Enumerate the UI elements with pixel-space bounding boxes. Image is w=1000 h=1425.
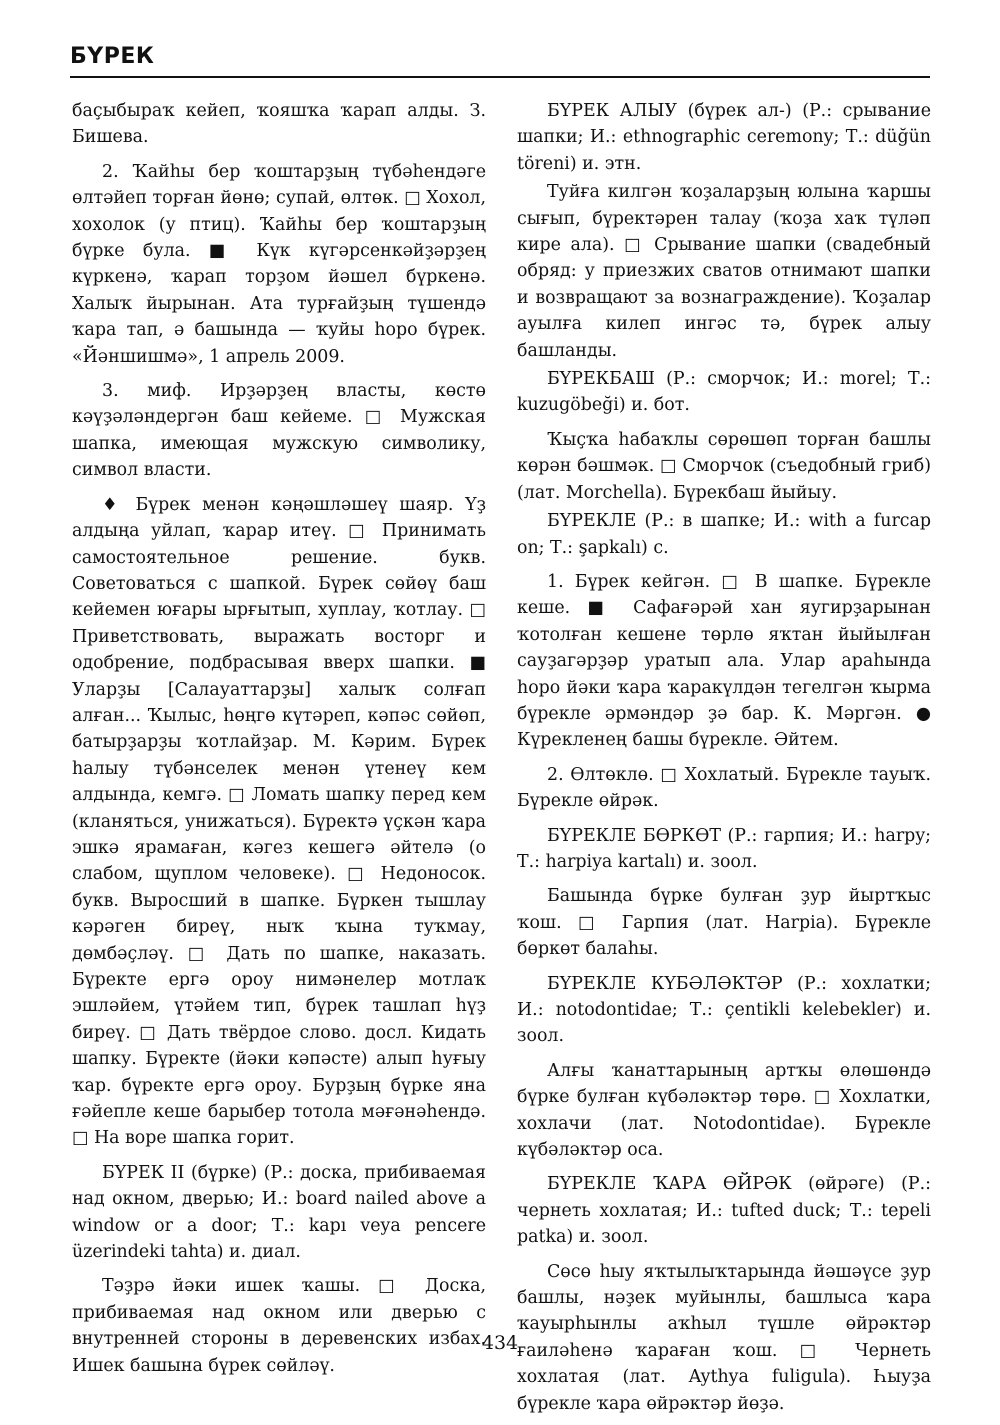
entry-headword-paragraph: БҮРЕКБАШ (Р.: сморчок; И.: morel; Т.: kuzugöbeği) и. бот. (517, 369, 931, 416)
right-column (517, 98, 931, 1419)
entry-paragraph: Алғы ҡанаттарының артҡы өлөшөндә бүрке булған күбәләктәр төрө. □ Хохлатки, хохлачи (лат. Notodontidae). Бүрекле күбәләктәр оса. (517, 1060, 931, 1161)
entry-paragraph: Тәҙрә йәки ишек ҡашы. □ Доска, прибиваемая над окном или дверью с внутренней стороны в деревенских избах. Ишек башына бүрек сөйләү. (72, 1276, 486, 1376)
entry-paragraph: Ҡыҫҡа һабаҡлы сөрөшөп торған башлы көрән бәшмәк. □ Сморчок (съедобный гриб) (лат. Morchella). Бүрекбаш йыйыу. (517, 429, 931, 503)
entry-paragraph: Туйға килгән ҡоҙаларҙың юлына ҡаршы сығып, бүректәрен талау (ҡоҙа хаҡ түләп кире ала). □ Срывание шапки (свадебный обряд: у приезжих сватов отнимают шапки и возвращают за вознаграждение). Ҡоҙалар ауылға килеп ингәс тә, бүрек алыу башланды. (517, 182, 931, 361)
entry-headword-paragraph: БҮРЕК II (бүрке) (Р.: доска, прибиваемая над окном, дверью; И.: board nailed above a window or a door; Т.: kapı veya pencere üzerindeki tahta) и. диал. (72, 1162, 486, 1263)
entry-headword-paragraph: БҮРЕКЛЕ БӨРКӨТ (Р.: гарпия; И.: harpy; Т.: harpiya kartalı) и. зоол. (517, 825, 931, 872)
entry-headword-paragraph: БҮРЕК АЛЫУ (бүрек ал-) (Р.: срывание шапки; И.: ethnographic ceremony; Т.: düğün töreni) и. этн. (517, 101, 931, 174)
entry-headword-paragraph: БҮРЕКЛЕ (Р.: в шапке; И.: with a furcap on; Т.: şapkalı) с. (517, 511, 931, 558)
entry-paragraph: 1. Бүрек кейгән. □ В шапке. Бүрекле кеше. ■ Сафағәрәй хан яугирҙарынан ҡотолған кешене төрлө яҡтан йыйылған сауҙагәрҙәр уратып ала. Улар араһында һоро йәки ҡара ҡаракүлдән тегелгән ҡырма бүрекле әрмәндәр ҙә бар. К. Мәргән. ● Күрекленең башы бүрекле. Әйтем. (517, 571, 931, 751)
entry-paragraph: 2. Өлтөклө. □ Хохлатый. Бүрекле тауыҡ. Бүрекле өйрәк. (517, 764, 931, 812)
entry-paragraph: 3. миф. Ирҙәрҙең власты, көстө кәүҙәләндергән баш кейеме. □ Мужская шапка, имеющая мужскую символику, символ власти. (72, 381, 486, 481)
entry-paragraph: Сөсө һыу яҡтылыҡтарында йәшәүсе ҙур башлы, нәҙек муйынлы, башлыса ҡара ҡауырһынлы аҡһыл түшле өйрәктәр ғаиләһенә ҡараған ҡош. □ Чернеть хохлатая (лат. Aythya fuligula). Һыуҙа бүрекле ҡара өйрәктәр йөҙә. (517, 1261, 931, 1414)
entry-headword-paragraph: БҮРЕКЛЕ КҮБӘЛӘКТӘР (Р.: хохлатки; И.: notodontidae; Т.: çentikli kelebekler) и. зоол. (517, 973, 931, 1047)
page-number: 434 (481, 1332, 519, 1354)
page-header-title: БҮРЕК (70, 44, 155, 69)
entry-paragraph: ♦ Бүрек менән кәңәшләшеү шаяр. Үҙ алдыңа уйлап, ҡарар итеү. □ Принимать самостоятельное решение. букв. Советоваться с шапкой. Бүрек сөйөү баш кейемен юғары ырғытып, хуплау, ҡотлау. □ Приветствовать, выражать восторг и одобрение, подбрасывая вверх шапки. ■ Уларҙы [Салауаттарҙы] халыҡ солғап алған... Ҡылыс, һөңгө күтәреп, кәпәс сөйөп, батырҙарҙы ҡотлайҙар. М. Кәрим. Бүрек һалыу түбәнселек менән үтенеү кем алдында, кемгә. □ Ломать шапку перед кем (кланяться, унижаться). Бүректә үҫкән ҡара эшкә ярамаған, кәгез кешегә әйтелә (о слабом, щуплом человеке). □ Недоносок. букв. Выросший в шапке. Бүркен тышлау кәрәген биреү, ныҡ ҡына туҡмау, дөмбәҫләү. □ Дать по шапке, наказать. Бүректе ергә ороу нимәнелер мотлаҡ эшләйем, үтәйем тип, бүрек ташлап һүҙ биреү. □ Дать твёрдое слово. досл. Кидать шапку. Бүректе (йәки кәпәсте) алып һуғыу ҡар. бүректе ергә ороу. Бурҙың бүрке яна ғәйепле кеше барыбер тотола мәғәнәһендә. □ На воре шапка горит. (72, 494, 486, 1149)
header-rule (70, 76, 930, 78)
entry-headword-paragraph: БҮРЕКЛЕ ҠАРА ӨЙРӘК (өйрәге) (Р.: чернеть хохлатая; И.: tufted duck; Т.: tepeli patka) и. зоол. (517, 1174, 931, 1248)
entry-paragraph: Башында бүрке булған ҙур йыртҡыс ҡош. □ Гарпия (лат. Harpia). Бүрекле бөркөт балаһы. (517, 886, 931, 960)
entry-paragraph: 2. Ҡайһы бер ҡоштарҙың түбәһендәге өлтәйеп торған йөнө; супай, өлтөк. □ Хохол, хохолок (у птиц). Ҡайһы бер ҡоштарҙың бүрке була. ■ Күк күгәрсенкәйҙәрҙең күркенә, ҡарап торҙом йәшел бүркенә. Халыҡ йырынан. Ата турғайҙың түшендә ҡара тап, ә башында — ҡуйы һоро бүрек. «Йәншишмә», 1 апрель 2009. (72, 161, 486, 367)
left-column (72, 98, 486, 1381)
entry-paragraph: баҫыбыраҡ кейеп, ҡояшҡа ҡарап алды. З. Бишева. (72, 101, 486, 148)
